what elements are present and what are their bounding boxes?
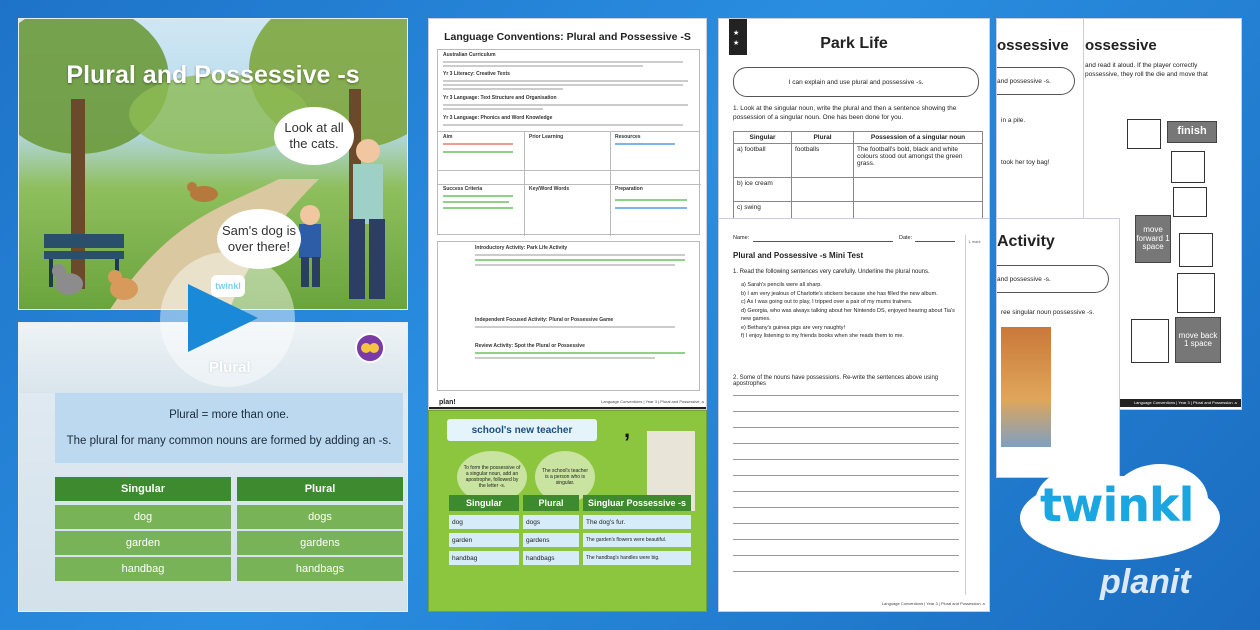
- activity-heading: Introductory Activity: Park Life Activity: [475, 245, 568, 251]
- play-button[interactable]: [160, 252, 295, 387]
- text-line: [443, 104, 688, 106]
- svg-text:★: ★: [733, 30, 740, 37]
- table-cell: c) swing: [734, 202, 792, 222]
- table-cell: dogs: [237, 505, 403, 529]
- text-line: [443, 108, 543, 110]
- text-line: [443, 88, 563, 90]
- board-square: [1179, 233, 1213, 267]
- section-heading: Yr 3 Language: Text Structure and Organisation: [443, 95, 557, 101]
- teacher-table-cell: gardens: [523, 533, 579, 547]
- text-line: [443, 65, 643, 67]
- text-line: [443, 143, 513, 145]
- sheet-title: Park Life: [820, 35, 888, 52]
- text-line: [475, 326, 675, 328]
- teacher-table-cell: dog: [449, 515, 519, 529]
- answer-line[interactable]: [733, 523, 959, 524]
- planit-logo: plan!: [439, 399, 456, 406]
- document-footer: Language Conventions | Year 3 | Plural and Possessive -s: [601, 399, 704, 404]
- text-line: [615, 199, 687, 201]
- table-header-plural: Plural: [237, 477, 403, 501]
- apostrophe-icon: ,: [624, 417, 631, 442]
- teacher-table-header: Singular: [449, 495, 519, 511]
- teacher-title: school's new teacher: [447, 419, 597, 441]
- answer-line[interactable]: [733, 491, 959, 492]
- table-input[interactable]: [792, 178, 854, 202]
- activity-instruction: ree singular noun possessive -s.: [1001, 309, 1095, 316]
- example-bubble: The school's teacher is a person who is singular.: [535, 451, 595, 503]
- document-title: Language Conventions: Plural and Possessive -S: [444, 31, 691, 43]
- table-cell: The football's bold, black and white colours stood out amongst the green grass.: [854, 144, 983, 178]
- text-line: [475, 259, 685, 261]
- planit-logo-large: planit: [1100, 563, 1191, 601]
- grid-heading: Aim: [443, 134, 453, 140]
- definition-line-2: The plural for many common nouns are formed by adding an -s.: [66, 435, 392, 447]
- table-header: Plural: [792, 132, 854, 144]
- teacher-slide: [428, 410, 707, 612]
- noun-table: [733, 131, 983, 222]
- grid-heading: Resources: [615, 134, 641, 140]
- name-label: Name:: [733, 235, 750, 241]
- rule-bubble: To form the possessive of a singular noun, add an apostrophe, followed by the letter -s.: [457, 451, 527, 503]
- marks-label: 1 mark: [968, 239, 981, 244]
- park-life-sheet: [718, 18, 990, 230]
- instruction: 1. Look at the singular noun, write the plural and then a sentence showing the possession of a singular noun. One has been done for you.: [733, 105, 957, 121]
- test-title: Plural and Possessive -s Mini Test: [733, 251, 864, 260]
- grid-heading: Key/Word Words: [529, 186, 570, 192]
- board-square: [1171, 151, 1205, 183]
- grid-heading: Preparation: [615, 186, 643, 192]
- objective-box: and possessive -s.: [997, 67, 1075, 95]
- section-heading: Yr 3 Language: Phonics and Word Knowledge: [443, 115, 553, 121]
- text-line: [443, 201, 509, 203]
- table-cell: handbag: [55, 557, 231, 581]
- marks-column: [965, 235, 983, 595]
- objective-box: and possessive -s.: [997, 265, 1109, 293]
- possessive-sheet: [996, 18, 1084, 230]
- teacher-table-cell: The dog's fur.: [583, 515, 691, 529]
- activity-sheet: [996, 218, 1120, 478]
- slide-title: Plural and Possessive -s: [66, 61, 360, 89]
- text-line: [615, 143, 675, 145]
- teacher-table-cell: handbags: [523, 551, 579, 565]
- table-header: Possession of a singular noun: [854, 132, 983, 144]
- text-line: [615, 207, 687, 209]
- table-header-singular: Singular: [55, 477, 231, 501]
- game-footer: Language Conventions | Year 3 | Plural and Possession -s: [1133, 400, 1237, 405]
- twinkl-logo: twinkl: [1040, 478, 1194, 532]
- definition-line-1: Plural = more than one.: [169, 409, 289, 421]
- answer-line[interactable]: [733, 571, 959, 572]
- question-1: 1. Read the following sentences very carefully. Underline the plural nouns.: [733, 269, 930, 275]
- table-header: Singular: [734, 132, 792, 144]
- activity-heading: Independent Focused Activity: Plural or Possessive Game: [475, 317, 614, 323]
- sheet-title-fragment: ossessive: [997, 37, 1069, 54]
- lesson-grid: [437, 131, 700, 235]
- teacher-table-cell: The garden's flowers were beautiful.: [583, 533, 691, 547]
- answer-line[interactable]: [733, 507, 959, 508]
- speech-bubble-cats: Look at all the cats.: [274, 107, 354, 165]
- teacher-table-cell: garden: [449, 533, 519, 547]
- board-square: [1177, 273, 1215, 313]
- table-cell: gardens: [237, 531, 403, 555]
- table-cell: dog: [55, 505, 231, 529]
- sentence: e) Bethany's guinea pigs are very naughty!: [741, 324, 846, 331]
- text-line: [475, 352, 685, 354]
- text-line: [475, 357, 655, 359]
- text-line: [475, 264, 675, 266]
- game-title-fragment: ossessive: [1085, 37, 1157, 54]
- text-line: [443, 84, 683, 86]
- answer-line[interactable]: [733, 475, 959, 476]
- teacher-table-cell: handbag: [449, 551, 519, 565]
- mini-test-sheet: [718, 218, 990, 612]
- play-icon: [160, 252, 295, 387]
- answer-line[interactable]: [733, 555, 959, 556]
- finish-tile: finish: [1167, 121, 1217, 143]
- speech-bubble-dog: Sam's dog is over there!: [217, 209, 301, 269]
- text-line: [443, 207, 513, 209]
- board-square: [1173, 187, 1207, 217]
- board-square: [1131, 319, 1169, 363]
- date-field[interactable]: [915, 241, 955, 242]
- sentence: c) As I was going out to play, I tripped over a pair of my mums trainers.: [741, 299, 913, 306]
- planning-document: [428, 18, 707, 410]
- grid-heading: Prior Learning: [529, 134, 564, 140]
- autumn-illustration: [1001, 327, 1051, 447]
- sheet-text: took her toy bag!: [1001, 159, 1050, 166]
- text-line: [443, 124, 683, 126]
- activity-title: Activity: [997, 233, 1055, 250]
- svg-text:★: ★: [733, 40, 740, 47]
- table-cell: handbags: [237, 557, 403, 581]
- answer-line[interactable]: [733, 395, 959, 396]
- text-line: [443, 61, 683, 63]
- answer-line[interactable]: [733, 539, 959, 540]
- table-cell: footballs: [792, 144, 854, 178]
- text-line: [443, 151, 513, 153]
- sentence: b) I am very jealous of Charlotte's stickers because she has filled the new album.: [741, 290, 938, 297]
- sentence-list: [741, 281, 957, 341]
- teacher-table-cell: dogs: [523, 515, 579, 529]
- objective-box: I can explain and use plural and possessive -s.: [733, 67, 979, 97]
- table-cell: garden: [55, 531, 231, 555]
- text-line: [443, 80, 688, 82]
- answer-line[interactable]: [733, 459, 959, 460]
- answer-line[interactable]: [733, 427, 959, 428]
- date-label: Date:: [899, 235, 913, 241]
- answer-line[interactable]: [733, 443, 959, 444]
- teacher-table-header: Singluar Possessive -s: [583, 495, 691, 511]
- table-cell: a) football: [734, 144, 792, 178]
- table-input[interactable]: [854, 178, 983, 202]
- answer-line[interactable]: [733, 411, 959, 412]
- sentence: a) Sarah's pencils were all sharp.: [741, 282, 822, 288]
- test-footer: Language Conventions | Year 3 | Plural and Possession -s: [881, 601, 985, 606]
- sentence: f) I enjoy listening to my friends books when she reads them to me.: [741, 333, 904, 340]
- grid-divider: [438, 184, 701, 185]
- name-field[interactable]: [753, 241, 893, 242]
- teacher-table-header: Plural: [523, 495, 579, 511]
- section-heading: Australian Curriculum: [443, 52, 496, 58]
- grid-heading: Success Criteria: [443, 186, 483, 192]
- board-square: [1127, 119, 1161, 149]
- text-line: [443, 195, 513, 197]
- text-line: [475, 254, 685, 256]
- sheet-text: in a pile.: [1001, 117, 1026, 124]
- table-cell: b) ice cream: [734, 178, 792, 202]
- move-back-tile: move back 1 space: [1175, 317, 1221, 363]
- teacher-table-cell: The handbag's handles were big.: [583, 551, 691, 565]
- move-forward-tile: move forward 1 space: [1135, 215, 1171, 263]
- game-instructions: and read it aloud. If the player correctly possessive, they roll the die and move that: [1085, 62, 1208, 79]
- activity-heading: Review Activity: Spot the Plural or Possessive: [475, 343, 585, 349]
- section-heading: Yr 3 Literacy: Creative Texts: [443, 71, 510, 77]
- slide-heading: Plural: [209, 359, 251, 376]
- question-2: 2. Some of the nouns have possessions. Re-write the sentences above using apostrophes: [733, 375, 939, 387]
- sentence: d) Georgia, who was always talking about her Nintendo DS, enjoyed hearing about Tia's new games.: [741, 307, 955, 323]
- twinkl-logo-small: twinkl: [211, 275, 245, 297]
